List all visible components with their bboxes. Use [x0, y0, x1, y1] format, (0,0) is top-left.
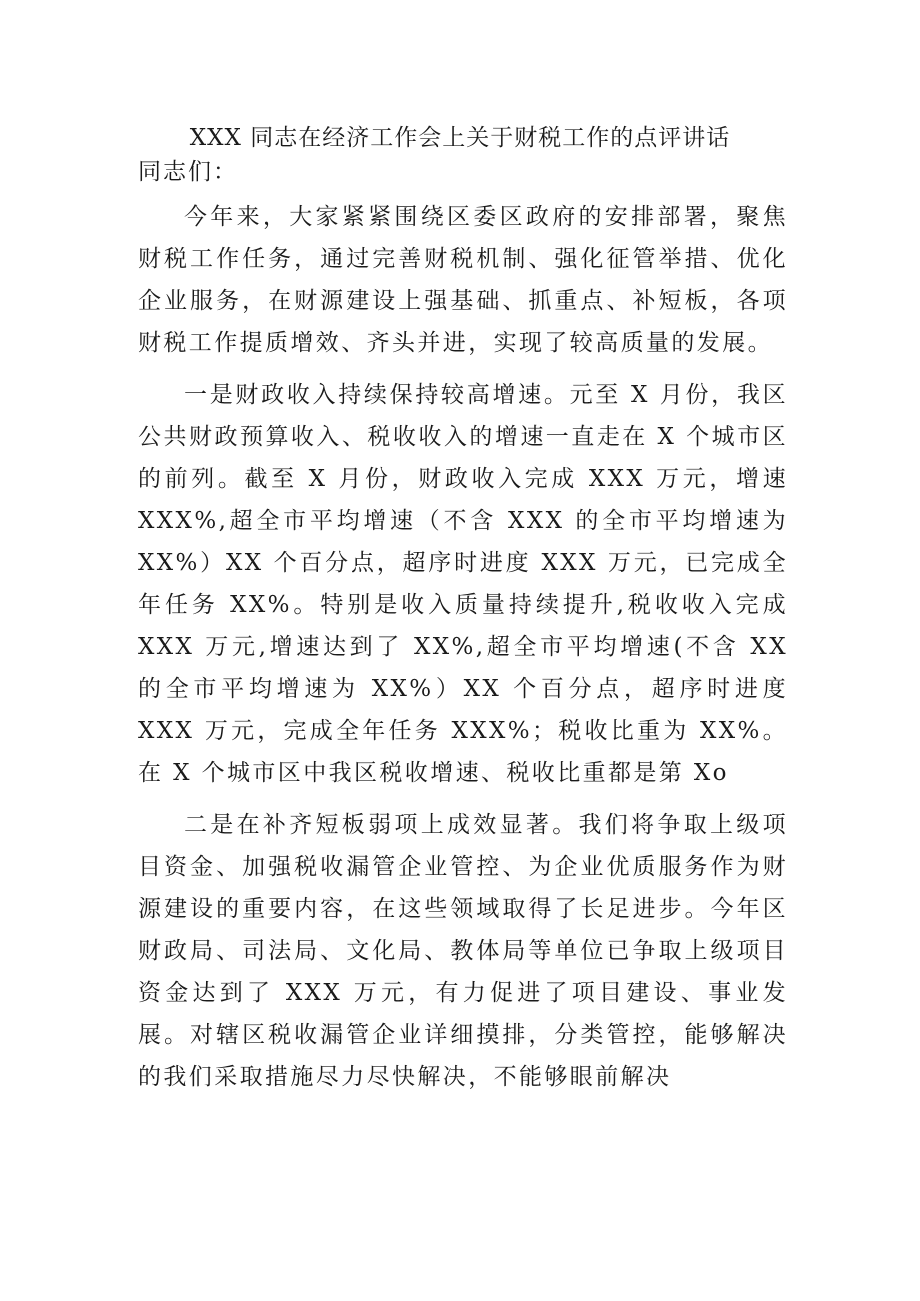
paragraph-fiscal-revenue: 一是财政收入持续保持较高增速。元至 X 月份，我区公共财政预算收入、税收收入的增速一直走在 X 个城市区的前列。截至 X 月份，财政收入完成 XXX 万元，增速 XXX%,超全市平均增速（不含 XXX 的全市平均增速为 XX%）XX 个百分点，超序时进度 XXX 万元，已完成全年任务 XX%。特别是收入质量持续提升,税收收入完成 XXX 万元,增速达到了 XX%,超全市平均增速(不含 XX 的全市平均增速为 XX%）XX 个百分点，超序时进度 XXX 万元，完成全年任务 XXX%；税收比重为 XX%。在 X 个城市区中我区税收增速、税收比重都是第 Xo — [138, 382, 788, 786]
paragraph-intro: 今年来，大家紧紧围绕区委区政府的安排部署，聚焦财税工作任务，通过完善财税机制、强化征管举措、优化企业服务，在财源建设上强基础、抓重点、补短板，各项财税工作提质增效、齐头并进，实现了较高质量的发展。 — [138, 204, 788, 356]
salutation: 同志们： — [138, 159, 238, 185]
paragraph-shortcomings: 二是在补齐短板弱项上成效显著。我们将争取上级项目资金、加强税收漏管企业管控、为企业优质服务作为财源建设的重要内容，在这些领域取得了长足进步。今年区财政局、司法局、文化局、教体局等单位已争取上级项目资金达到了 XXX 万元，有力促进了项目建设、事业发展。对辖区税收漏管企业详细摸排，分类管控，能够解决的我们采取措施尽力尽快解决，不能够眼前解决 — [138, 812, 788, 1090]
document-body — [138, 196, 788, 1108]
document-title: XXX 同志在经济工作会上关于财税工作的点评讲话 — [189, 125, 731, 151]
